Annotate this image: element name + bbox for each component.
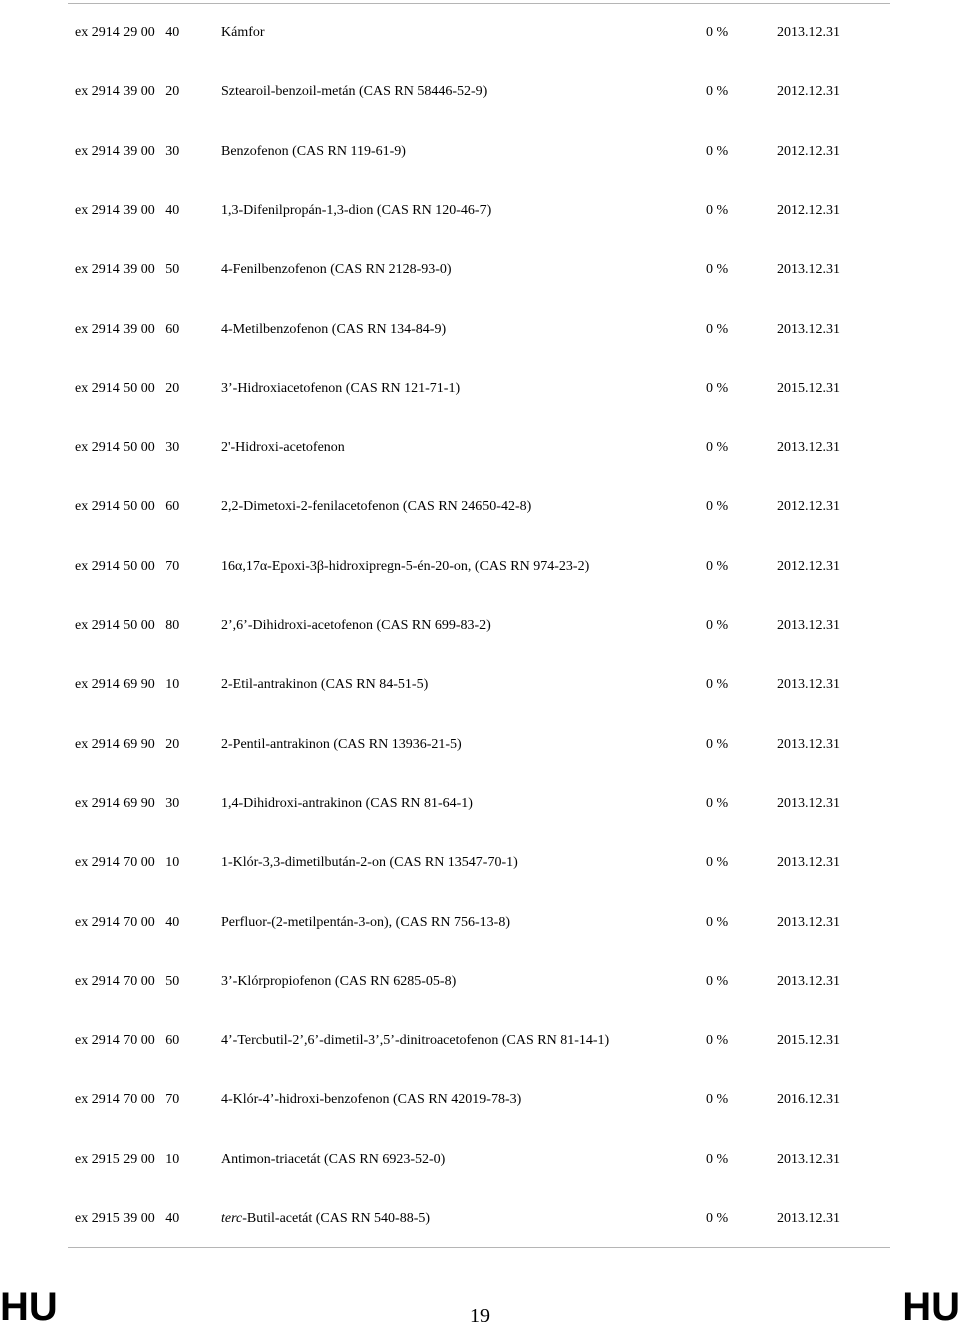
description-text: 16α,17α-Epoxi-3β-hidroxipregn-5-én-20-on, (CAS RN 974-23-2) [221,559,590,574]
tariff-code: ex 2914 39 00 60 [75,322,180,337]
table-row [0,80,960,104]
product-description [221,851,518,875]
end-date: 2013.12.31 [777,262,840,277]
tariff-code: ex 2914 39 00 50 [75,262,180,277]
tariff-code: ex 2915 39 00 40 [75,1211,180,1226]
duty-rate: 0 % [706,144,729,159]
end-date: 2013.12.31 [777,855,840,870]
end-date: 2015.12.31 [777,381,840,396]
tariff-code: ex 2914 50 00 20 [75,381,180,396]
duty-rate: 0 % [706,737,729,752]
end-date: 2013.12.31 [777,440,840,455]
duty-rate: 0 % [706,381,729,396]
end-date: 2013.12.31 [777,915,840,930]
tariff-code: ex 2914 39 00 40 [75,203,180,218]
tariff-code: ex 2914 70 00 40 [75,915,180,930]
end-date: 2012.12.31 [777,559,840,574]
duty-rate: 0 % [706,618,729,633]
product-description [221,258,452,282]
end-date: 2013.12.31 [777,677,840,692]
table-row [0,318,960,342]
description-text: 3’-Hidroxiacetofenon (CAS RN 121-71-1) [221,381,461,396]
description-italic-prefix: terc [221,1211,243,1226]
product-description [221,436,345,460]
product-description [221,970,456,994]
duty-rate: 0 % [706,25,729,40]
tariff-code: ex 2915 29 00 10 [75,1152,180,1167]
tariff-code: ex 2914 29 00 40 [75,25,180,40]
end-date: 2012.12.31 [777,84,840,99]
description-text: 2-Pentil-antrakinon (CAS RN 13936-21-5) [221,737,462,752]
tariff-code: ex 2914 70 00 70 [75,1092,180,1107]
end-date: 2013.12.31 [777,737,840,752]
tariff-code: ex 2914 50 00 30 [75,440,180,455]
end-date: 2013.12.31 [777,322,840,337]
product-description [221,1207,430,1231]
end-date: 2013.12.31 [777,618,840,633]
product-description [221,911,510,935]
description-text: 2-Etil-antrakinon (CAS RN 84-51-5) [221,677,429,692]
table-row [0,1207,960,1231]
description-text: 2’,6’-Dihidroxi-acetofenon (CAS RN 699-83-2) [221,618,491,633]
description-text: 3’-Klórpropiofenon (CAS RN 6285-05-8) [221,974,457,989]
table-row [0,140,960,164]
language-code-right: HU [902,1285,960,1329]
table-row [0,199,960,223]
duty-rate: 0 % [706,1033,729,1048]
tariff-code: ex 2914 70 00 50 [75,974,180,989]
product-description [221,792,473,816]
duty-rate: 0 % [706,855,729,870]
tariff-code: ex 2914 69 90 20 [75,737,180,752]
duty-rate: 0 % [706,1092,729,1107]
end-date: 2012.12.31 [777,499,840,514]
description-text: Sztearoil-benzoil-metán (CAS RN 58446-52-9) [221,84,488,99]
duty-rate: 0 % [706,262,729,277]
description-text: 1,3-Difenilpropán-1,3-dion (CAS RN 120-46-7) [221,203,492,218]
product-description [221,1029,609,1053]
end-date: 2012.12.31 [777,203,840,218]
table-row [0,970,960,994]
product-description [221,555,589,579]
duty-rate: 0 % [706,84,729,99]
table-row [0,851,960,875]
table-row [0,495,960,519]
table-row [0,792,960,816]
description-text: 1,4-Dihidroxi-antrakinon (CAS RN 81-64-1) [221,796,473,811]
tariff-code: ex 2914 70 00 10 [75,855,180,870]
tariff-code: ex 2914 50 00 60 [75,499,180,514]
description-text: 4-Fenilbenzofenon (CAS RN 2128-93-0) [221,262,452,277]
description-text: Kámfor [221,25,265,40]
end-date: 2013.12.31 [777,25,840,40]
language-code-left: HU [0,1285,58,1329]
table-row [0,258,960,282]
duty-rate: 0 % [706,499,729,514]
description-text: Antimon-triacetát (CAS RN 6923-52-0) [221,1152,446,1167]
description-text: 2,2-Dimetoxi-2-fenilacetofenon (CAS RN 24650-42-8) [221,499,532,514]
duty-rate: 0 % [706,440,729,455]
description-text: -Butil-acetát (CAS RN 540-88-5) [242,1211,431,1226]
description-text: 2'-Hidroxi-acetofenon [221,440,345,455]
table-row [0,436,960,460]
end-date: 2013.12.31 [777,974,840,989]
end-date: 2013.12.31 [777,796,840,811]
table-row [0,1148,960,1172]
duty-rate: 0 % [706,559,729,574]
tariff-code: ex 2914 50 00 70 [75,559,180,574]
product-description [221,673,428,697]
table-row [0,1029,960,1053]
end-date: 2016.12.31 [777,1092,840,1107]
description-text: 4-Metilbenzofenon (CAS RN 134-84-9) [221,322,447,337]
table-row [0,614,960,638]
duty-rate: 0 % [706,915,729,930]
page-number: 19 [470,1305,490,1327]
product-description [221,495,531,519]
product-description [221,318,446,342]
end-date: 2013.12.31 [777,1211,840,1226]
product-description [221,21,265,45]
description-text: Perfluor-(2-metilpentán-3-on), (CAS RN 756-13-8) [221,915,510,930]
description-text: 4-Klór-4’-hidroxi-benzofenon (CAS RN 42019-78-3) [221,1092,522,1107]
product-description [221,80,487,104]
tariff-code: ex 2914 50 00 80 [75,618,180,633]
description-text: Benzofenon (CAS RN 119-61-9) [221,144,406,159]
product-description [221,199,491,223]
tariff-code: ex 2914 69 90 10 [75,677,180,692]
duty-rate: 0 % [706,203,729,218]
duty-rate: 0 % [706,1211,729,1226]
duty-rate: 0 % [706,1152,729,1167]
end-date: 2015.12.31 [777,1033,840,1048]
table-row [0,377,960,401]
table-row [0,21,960,45]
duty-rate: 0 % [706,974,729,989]
table-row [0,911,960,935]
table-row [0,1088,960,1112]
tariff-code: ex 2914 39 00 30 [75,144,180,159]
product-description [221,1148,445,1172]
bottom-rule [68,1247,890,1248]
tariff-code: ex 2914 70 00 60 [75,1033,180,1048]
tariff-code: ex 2914 39 00 20 [75,84,180,99]
product-description [221,140,406,164]
product-description [221,1088,521,1112]
product-description [221,733,462,757]
duty-rate: 0 % [706,322,729,337]
end-date: 2013.12.31 [777,1152,840,1167]
product-description [221,614,491,638]
tariff-code: ex 2914 69 90 30 [75,796,180,811]
duty-rate: 0 % [706,677,729,692]
description-text: 4’-Tercbutil-2’,6’-dimetil-3’,5’-dinitroacetofenon (CAS RN 81-14-1) [221,1033,610,1048]
description-text: 1-Klór-3,3-dimetilbután-2-on (CAS RN 13547-70-1) [221,855,518,870]
duty-rate: 0 % [706,796,729,811]
end-date: 2012.12.31 [777,144,840,159]
product-description [221,377,460,401]
table-row [0,733,960,757]
table-row [0,555,960,579]
table-row [0,673,960,697]
